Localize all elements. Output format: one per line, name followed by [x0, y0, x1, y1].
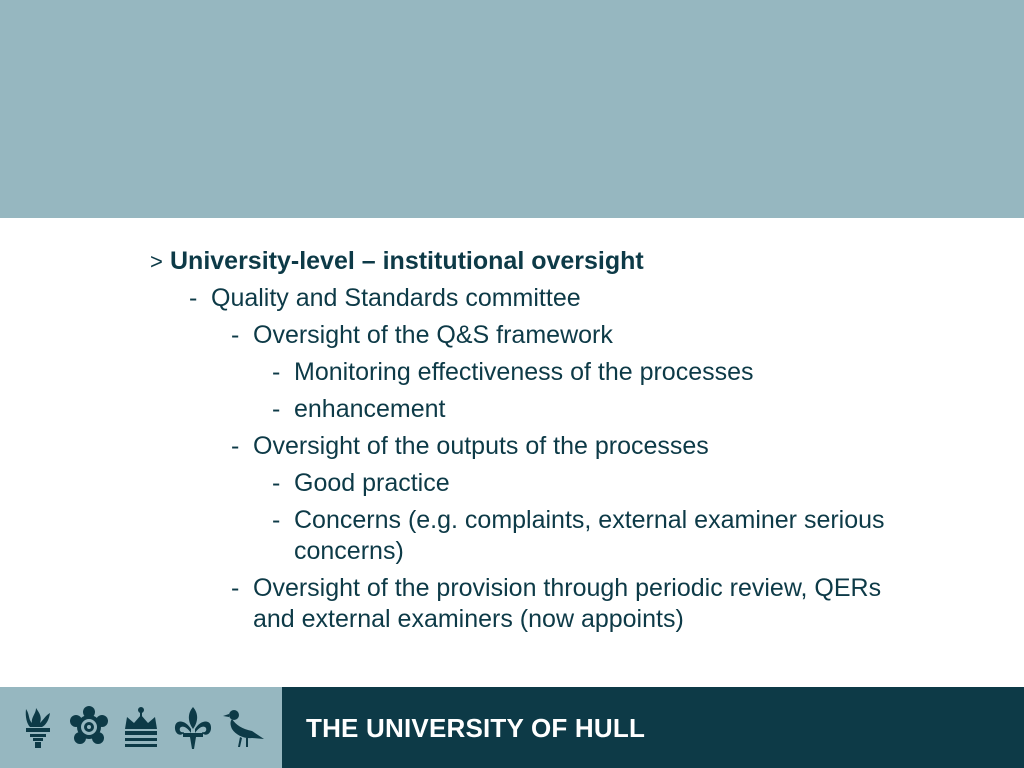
fleur-de-lis-icon [171, 705, 215, 751]
bullet-level-3 [150, 505, 910, 567]
bullet-marker: - [189, 284, 198, 312]
crest-panel [0, 687, 282, 768]
bullet-text: Quality and Standards committee [211, 284, 581, 312]
rose-icon [67, 705, 111, 751]
bullet-marker: - [272, 358, 281, 386]
bullet-level-0 [150, 246, 910, 277]
bullet-level-1 [150, 283, 910, 314]
bullet-marker: - [231, 574, 240, 602]
bullet-level-3 [150, 394, 910, 425]
bullet-marker: - [231, 321, 240, 349]
university-name: THE UNIVERSITY OF HULL [306, 713, 646, 743]
bullet-marker: - [272, 506, 281, 534]
bullet-marker: - [231, 432, 240, 460]
footer-bar [0, 687, 1024, 768]
bullet-level-3 [150, 468, 910, 499]
bird-icon [222, 705, 266, 751]
bullet-level-2 [150, 320, 910, 351]
bullet-text: Oversight of the outputs of the processes [253, 432, 709, 460]
slide-content [150, 246, 910, 641]
bullet-marker: - [272, 395, 281, 423]
bullet-marker: - [272, 469, 281, 497]
header-band [0, 0, 1024, 218]
bullet-text: Good practice [294, 469, 450, 497]
bullet-text: Oversight of the provision through periodic review, QERs and external examiners (now appoints) [253, 574, 882, 633]
bullet-marker: > [150, 249, 163, 274]
bullet-text: Oversight of the Q&S framework [253, 321, 613, 349]
bullet-text: Concerns (e.g. complaints, external examiner serious concerns) [294, 506, 885, 565]
bullet-level-2 [150, 573, 910, 635]
bullet-level-3 [150, 357, 910, 388]
bullet-text: enhancement [294, 395, 446, 423]
crown-icon [119, 705, 163, 751]
bullet-level-2 [150, 431, 910, 462]
bullet-text: Monitoring effectiveness of the processes [294, 358, 754, 386]
torch-icon [16, 705, 60, 751]
bullet-heading: University-level – institutional oversight [170, 247, 644, 275]
